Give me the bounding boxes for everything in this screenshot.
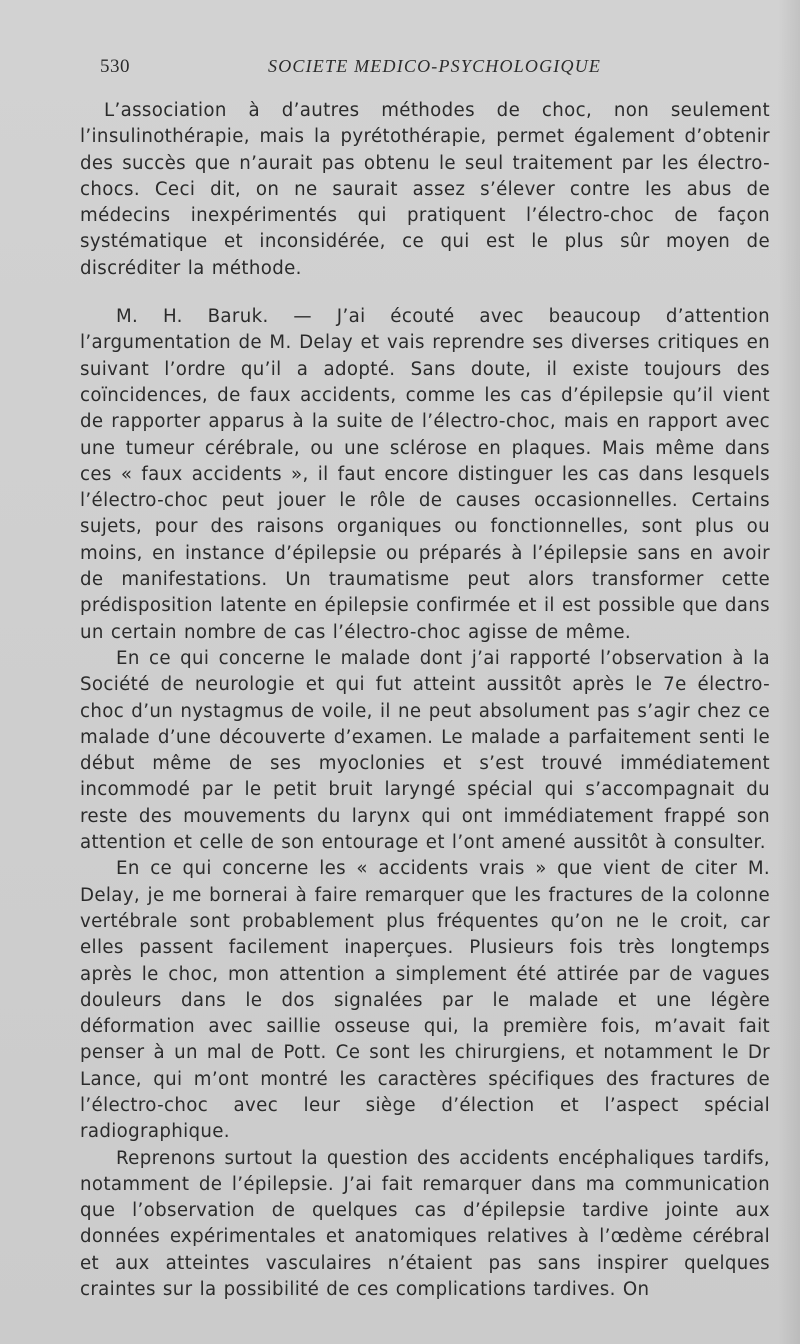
paragraph-3: En ce qui concerne le malade dont j’ai rapporté l’observation à la Société de neurologie et qui fut atteint aussitôt après le 7e électro-choc d’un nystagmus de voile, il ne peut absolument pas s’agir chez ce malade d’une découverte d’examen. Le malade a parfaitement senti le début même de ses myoclonies et s’est trouvé immédiatement incommodé par le petit bruit laryngé spécial qui s’accompagnait du reste des mouvements du larynx qui ont immédiatement frappé son attention et celle de son entourage et l’ont amené aussitôt à consulter. xyxy=(80,647,770,854)
paragraph-4: En ce qui concerne les « accidents vrais » que vient de citer M. Delay, je me bornerai à faire remarquer que les fractures de la colonne vertébrale sont probablement plus fréquentes qu’on ne le croit, car elles passent facilement inaperçues. Plusieurs fois très longtemps après le choc, mon attention a simplement été attirée par de vagues douleurs dans le dos signalées par le malade et une légère déformation avec saillie osseuse qui, la première fois, m’avait fait penser à un mal de Pott. Ce sont les chirurgiens, et notamment le Dr Lance, qui m’ont montré les caractères spécifiques des fractures de l’électro-choc avec leur siège d’élection et l’aspect spécial radiographique. xyxy=(80,858,770,1143)
page-edge-shadow xyxy=(778,0,800,1344)
paragraph-1: L’association à d’autres méthodes de choc, non seulement l’insulinothérapie, mais la pyrétothérapie, permet également d’obtenir des succès que n’aurait pas obtenu le seul traitement par les électro-chocs. Ceci dit, on ne saurait assez s’élever contre les abus de médecins inexpérimentés qui pratiquent l’électro-choc de façon systématique et inconsidérée, ce qui est le plus sûr moyen de discréditer la méthode. xyxy=(80,100,770,279)
page-number: 530 xyxy=(100,56,130,77)
paragraph-5: Reprenons surtout la question des accidents encéphaliques tardifs, notamment de l’épilepsie. J’ai fait remarquer dans ma communication que l’observation de quelques cas d’épilepsie tardive jointe aux données expérimentales et anatomiques relatives à l’œdème cérébral et aux atteintes vasculaires n’étaient pas sans inspirer quelques craintes sur la possibilité de ces complications tardives. On xyxy=(80,1147,770,1301)
paragraph-2: M. H. Baruk. — J’ai écouté avec beaucoup d’attention l’argumentation de M. Delay et vais reprendre ses diverses critiques en suivant l’ordre qu’il a adopté. Sans doute, il existe toujours des coïncidences, de faux accidents, comme les cas d’épilepsie qu’il vient de rapporter apparus à la suite de l’électro-choc, mais en rapport avec une tumeur cérébrale, ou une sclérose en plaques. Mais même dans ces « faux accidents », il faut encore distinguer les cas dans lesquels l’électro-choc peut jouer le rôle de causes occasionnelles. Certains sujets, pour des raisons organiques ou fonctionnelles, sont plus ou moins, en instance d’épilepsie ou préparés à l’épilepsie sans en avoir de manifestations. Un traumatisme peut alors transformer cette prédisposition latente en épilepsie confirmée et il est possible que dans un certain nombre de cas l’électro-choc agisse de même. xyxy=(80,306,770,643)
page-header xyxy=(100,56,720,84)
running-title: SOCIETE MEDICO-PSYCHOLOGIQUE xyxy=(268,56,602,76)
body-text xyxy=(80,98,770,1303)
